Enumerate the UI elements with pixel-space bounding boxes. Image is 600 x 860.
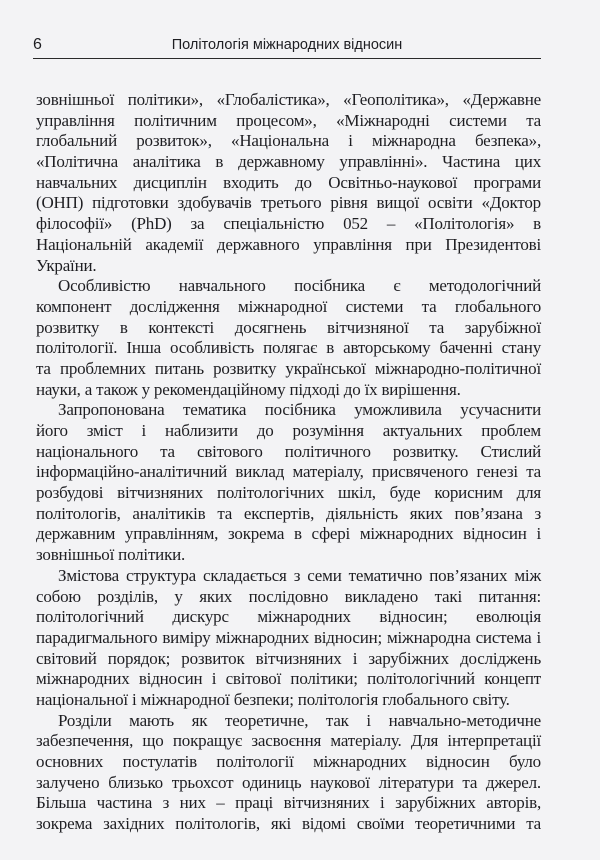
paragraph bbox=[36, 711, 541, 835]
text-line: навчальних дисциплін входить до Освітньо-наукової програми bbox=[36, 172, 541, 192]
text-line: розбудові вітчизняних політологічних шкіл, буде корисним для bbox=[36, 483, 541, 503]
text-line: його зміст і наблизити до розуміння актуальних проблем bbox=[36, 421, 541, 440]
text-line: світовий порядок; розвиток вітчизняних і зарубіжних досліджень bbox=[36, 648, 541, 668]
text-line: управління політичним процесом», «Міжнародні системи та bbox=[36, 110, 541, 130]
text-line: компонент дослідження міжнародної системи та глобального bbox=[36, 296, 541, 316]
text-line: філософії» (PhD) за спеціальністю 052 – «Політологія» в bbox=[36, 214, 541, 234]
text-line: Запропонована тематика посібника уможливила усучаснити bbox=[58, 400, 541, 420]
text-line: зокрема західних політологів, які відомі своїми теоретичними та bbox=[36, 814, 541, 834]
text-line: глобальний розвиток», «Національна і міжнародна безпека», bbox=[36, 131, 541, 151]
text-line: основних постулатів політології міжнародних відносин було bbox=[36, 752, 541, 771]
running-header bbox=[33, 36, 541, 59]
text-line: політологічний дискурс міжнародних відносин; еволюція bbox=[36, 607, 541, 627]
text-line: зовнішньої політики», «Глобалістика», «Геополітика», «Державне bbox=[36, 90, 541, 109]
text-line: собою розділів, у яких послідовно викладено такі питання: bbox=[36, 586, 541, 606]
text-line: Особливістю навчального посібника є методологічний bbox=[58, 276, 541, 296]
text-line: (ОНП) підготовки здобувачів третього рівня вищої освіти «Доктор bbox=[36, 193, 541, 213]
text-line: національного та світового політичного розвитку. Стислий bbox=[36, 441, 541, 461]
page-body bbox=[36, 90, 541, 835]
paragraph bbox=[36, 90, 541, 276]
page-number: 6 bbox=[33, 36, 42, 53]
text-line: залучено близько трьохсот одиниць наукової літератури та джерел. bbox=[36, 772, 541, 792]
text-line: парадигмального виміру міжнародних відносин; міжнародна система і bbox=[36, 627, 541, 647]
text-line: зовнішньої політики. bbox=[36, 545, 186, 565]
text-line: забезпечення, що покращує засвоєння матеріалу. Для інтерпретації bbox=[36, 731, 541, 751]
text-line: «Політична аналітика в державному управлінні». Частина цих bbox=[36, 152, 541, 172]
text-line: політології. Інша особливість полягає в авторському баченні стану bbox=[36, 338, 541, 358]
text-line: Змістова структура складається з семи тематично пов’язаних між bbox=[58, 565, 541, 585]
text-line: науки, а також у рекомендаційному підході до їх вирішення. bbox=[36, 379, 461, 399]
text-line: міжнародних відносин і світової політики; політологічний концепт bbox=[36, 669, 541, 689]
running-title: Політологія міжнародних відносин bbox=[171, 37, 403, 53]
text-line: Більша частина з них – праці вітчизняних і зарубіжних авторів, bbox=[36, 793, 541, 813]
text-line: Розділи мають як теоретичне, так і навчально-методичне bbox=[58, 710, 541, 730]
text-line: політологів, аналітиків та експертів, діяльність яких пов’язана з bbox=[36, 503, 541, 523]
text-line: державним управлінням, зокрема в сфері міжнародних відносин і bbox=[36, 524, 541, 544]
paragraph bbox=[36, 276, 541, 400]
paragraph bbox=[36, 400, 541, 566]
text-line: України. bbox=[36, 255, 97, 275]
text-line: та проблемних питань розвитку української міжнародно-політичної bbox=[36, 358, 541, 378]
paragraph bbox=[36, 566, 541, 711]
text-line: розвитку в контексті досягнень вітчизняної та зарубіжної bbox=[36, 317, 541, 337]
text-line: національної і міжнародної безпеки; політологія глобального світу. bbox=[36, 689, 510, 709]
text-line: інформаційно-аналітичний виклад матеріалу, присвяченого генезі та bbox=[36, 462, 541, 482]
text-line: Національній академії державного управління при Президентові bbox=[36, 234, 541, 254]
